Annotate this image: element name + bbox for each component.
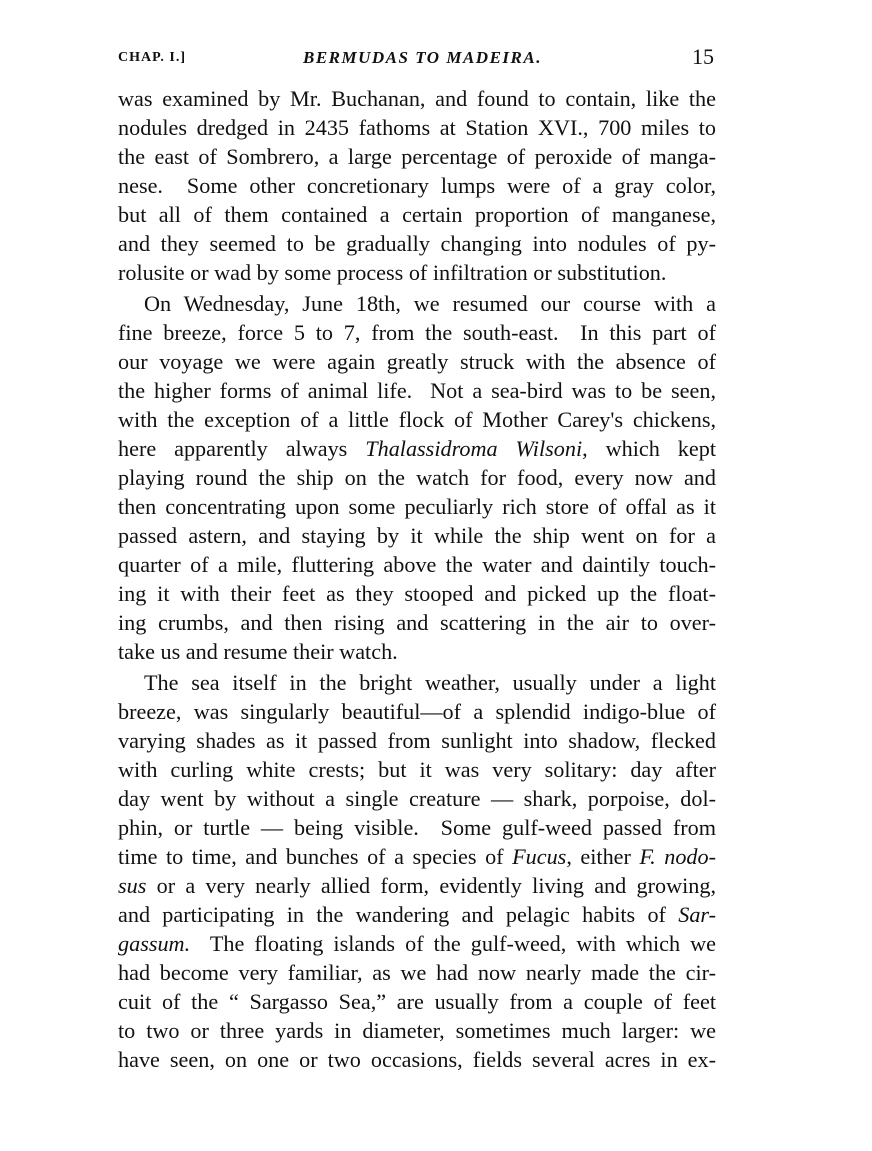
text-segment: quarter of a mile, fluttering above the water and daintily touch- (118, 552, 716, 577)
italic-term: Sar- (678, 902, 716, 927)
text-line (118, 200, 716, 229)
text-segment: passed astern, and staying by it while the ship went on for a (118, 523, 716, 548)
text-segment: and participating in the wandering and pelagic habits of (118, 902, 679, 927)
text-segment: have seen, on one or two occasions, fields several acres in ex- (118, 1047, 716, 1072)
text-segment: The sea itself in the bright weather, usually under a light (144, 670, 716, 695)
text-segment: On Wednesday, June 18th, we resumed our course with a (144, 291, 716, 316)
text-line (118, 113, 716, 142)
text-segment: fine breeze, force 5 to 7, from the south-east. In this part of (118, 320, 716, 345)
italic-term: Thalassidroma Wilsoni (365, 436, 583, 461)
text-segment: the east of Sombrero, a large percentage of peroxide of manga- (118, 144, 716, 169)
text-line (118, 258, 716, 287)
text-segment: ing crumbs, and then rising and scattering in the air to over- (118, 610, 716, 635)
italic-term: sus (118, 873, 147, 898)
text-line (118, 521, 716, 550)
text-line (118, 987, 716, 1016)
text-line (118, 347, 716, 376)
text-line (118, 784, 716, 813)
text-line (118, 900, 716, 929)
text-line (118, 434, 716, 463)
text-line (118, 550, 716, 579)
text-segment: , which kept (582, 436, 716, 461)
page-number: 15 (692, 44, 714, 69)
italic-term: Fucus (512, 844, 567, 869)
italic-term: F. nodo- (639, 844, 716, 869)
text-line (118, 755, 716, 784)
text-line (118, 726, 716, 755)
text-segment: time to time, and bunches of a species of (118, 844, 513, 869)
text-segment: varying shades as it passed from sunlight into shadow, flecked (118, 728, 716, 753)
text-segment: then concentrating upon some peculiarly rich store of offal as it (118, 494, 716, 519)
text-line (118, 579, 716, 608)
text-line (118, 463, 716, 492)
text-line (118, 929, 716, 958)
text-segment: with the exception of a little flock of Mother Carey's chickens, (118, 407, 716, 432)
text-line (118, 958, 716, 987)
text-segment: ing it with their feet as they stooped and picked up the float- (118, 581, 716, 606)
text-line (118, 842, 716, 871)
running-head (118, 44, 718, 74)
text-segment: phin, or turtle — being visible. Some gulf-weed passed from (118, 815, 716, 840)
text-segment: with curling white crests; but it was very solitary: day after (118, 757, 716, 782)
text-line (118, 813, 716, 842)
text-segment: cuit of the “ Sargasso Sea,” are usually from a couple of feet (118, 989, 716, 1014)
text-line (118, 668, 716, 697)
text-segment: nese. Some other concretionary lumps were of a gray color, (118, 173, 716, 198)
text-segment: The floating islands of the gulf-weed, with which we (190, 931, 716, 956)
chapter-label: CHAP. I.] (118, 50, 186, 65)
body-text (118, 84, 716, 1074)
text-line (118, 318, 716, 347)
text-line (118, 697, 716, 726)
text-segment: had become very familiar, as we had now nearly made the cir- (118, 960, 716, 985)
text-segment: our voyage we were again greatly struck with the absence of (118, 349, 716, 374)
text-line (118, 171, 716, 200)
text-line (118, 229, 716, 258)
text-line (118, 492, 716, 521)
text-segment: the higher forms of animal life. Not a sea-bird was to be seen, (118, 378, 716, 403)
text-segment: to two or three yards in diameter, sometimes much larger: we (118, 1018, 716, 1043)
text-line (118, 871, 716, 900)
text-segment: , either (566, 844, 640, 869)
text-segment: here apparently always (118, 436, 366, 461)
text-line (118, 84, 716, 113)
text-segment: or a very nearly allied form, evidently living and growing, (146, 873, 716, 898)
text-line (118, 405, 716, 434)
text-line (118, 1016, 716, 1045)
running-title: BERMUDAS TO MADEIRA. (303, 48, 542, 67)
text-segment: breeze, was singularly beautiful—of a splendid indigo-blue of (118, 699, 716, 724)
text-line (118, 142, 716, 171)
text-segment: day went by without a single creature — shark, porpoise, dol- (118, 786, 716, 811)
text-segment: and they seemed to be gradually changing into nodules of py- (118, 231, 716, 256)
text-segment: nodules dredged in 2435 fathoms at Station XVI., 700 miles to (118, 115, 716, 140)
text-line (118, 637, 716, 666)
text-line (118, 1045, 716, 1074)
text-line (118, 608, 716, 637)
text-segment: playing round the ship on the watch for food, every now and (118, 465, 716, 490)
text-segment: take us and resume their watch. (118, 639, 398, 664)
text-segment: was examined by Mr. Buchanan, and found to contain, like the (118, 86, 716, 111)
text-line (118, 376, 716, 405)
text-line (118, 289, 716, 318)
italic-term: gassum. (118, 931, 191, 956)
text-segment: rolusite or wad by some process of infiltration or substitution. (118, 260, 667, 285)
text-segment: but all of them contained a certain proportion of manganese, (118, 202, 716, 227)
